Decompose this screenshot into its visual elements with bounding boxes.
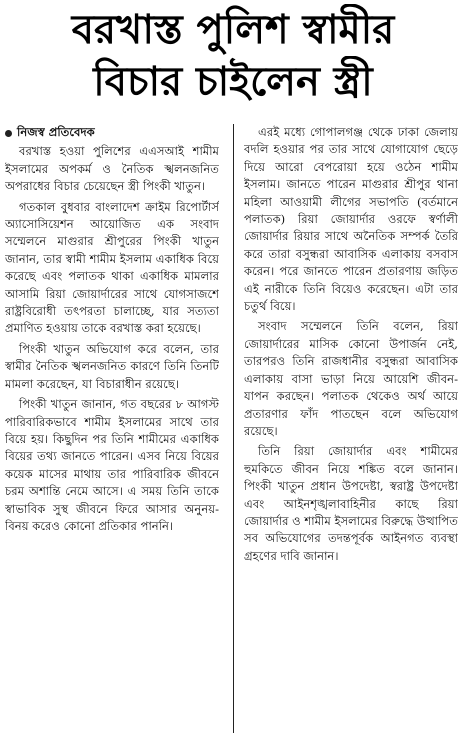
paragraph: এরই মধ্যে গোপালগঞ্জ থেকে ঢাকা জেলায় বদলি হওয়ার পর তার সাথে যোগাযোগ ছেড়ে দিয়ে আরো বেপরোয়া হয়ে ওঠেন শামীম ইসলাম। জানতে পারেন মাগুরার শ্রীপুর থানা মহিলা আওয়ামী লীগের সভাপতি (বর্তমানে পলাতক) রিয়া জোয়ার্দার ওরফে স্বর্ণালী জোয়ার্দার রিয়ার সাথে অনৈতিক সম্পর্ক তৈরি করে তারা বসুন্ধরা আবাসিক এলাকায় বসবাস করেন। পরে জানতে পারেন প্রতারণায় জড়িত এই নারীকে তিনি বিয়েও করেছেন। এটা তার চতুর্থ বিয়ে। [244, 125, 458, 314]
paragraph: সংবাদ সম্মেলনে তিনি বলেন, রিয়া জোয়ার্দারের মাসিক কোনো উপার্জন নেই, তারপরও তিনি রাজধানীর বসুন্ধরা আবাসিক এলাকায় বাসা ভাড়া নিয়ে আয়েশি জীবন-যাপন করছেন। পলাতক থেকেও অর্থ আয়ে প্রতারণার ফাঁদ পাতছেন বলে অভিযোগ রয়েছে। [244, 319, 458, 438]
headline-line-2: বিচার চাইলেন স্ত্রী [93, 59, 373, 105]
paragraph: পিংকী খাতুন অভিযোগ করে বলেন, তার স্বামীর নৈতিক স্খলনজনিত কারণে তিনি তিনটি মামলা করেছেন, যা বিচারাধীন রয়েছে। [5, 341, 219, 391]
paragraph: বরখাস্ত হওয়া পুলিশের এএসআই শামীম ইসলামের অপকর্ম ও নৈতিক স্খলনজনিত অপরাধের বিচার চেয়েছেন স্ত্রী পিংকী খাতুন। [5, 144, 219, 194]
byline [5, 124, 219, 141]
paragraph: তিনি রিয়া জোয়ার্দার এবং শামীমের হুমকিতে জীবন নিয়ে শঙ্কিত বলে জানান। পিংকী খাতুন প্রধান উপদেষ্টা, স্বরাষ্ট্র উপদেষ্টা এবং আইনশৃঙ্খলাবাহিনীর কাছে রিয়া জোয়ার্দার ও শামীম ইসলামের বিরুদ্ধে উত্থাপিত সব অভিযোগের তদন্তপূর্বক আইনগত ব্যবস্থা গ্রহণের দাবি জানান। [244, 444, 458, 563]
headline-line-1: বরখাস্ত পুলিশ স্বামীর [71, 7, 395, 53]
article-column-left [5, 124, 219, 735]
headline [6, 4, 460, 112]
byline-text: নিজস্ব প্রতিবেদক [17, 125, 95, 139]
paragraph: পিংকী খাতুন জানান, গত বছরের ৮ আগস্ট পারিবারিকভাবে শামীম ইসলামের সাথে তার বিয়ে হয়। কিছুদিন পর তিনি শামীমের একাধিক বিয়ের তথ্য জানতে পারেন। এসব নিয়ে বিয়ের কয়েক মাসের মাথায় তার পারিবারিক জীবনে চরম অশান্তি নেমে আসে। এ সময় তিনি তাকে স্বাভাবিক সুস্থ জীবনে ফিরে আসার অনুনয়-বিনয় করেও কোনো প্রতিকার পাননি। [5, 397, 219, 533]
bullet-icon [5, 130, 12, 137]
paragraph: গতকাল বুধবার বাংলাদেশ ক্রাইম রিপোর্টার্স অ্যাসোসিয়েশন আয়োজিত এক সংবাদ সম্মেলনে মাগুরার শ্রীপুরের পিংকী খাতুন জানান, তার স্বামী শামীম ইসলাম একাধিক বিয়ে করেছে এবং পলাতক থাকা একাধিক মামলার আসামি রিয়া জোয়ার্দারের সাথে যোগসাজশে রাষ্ট্রবিরোধী তৎপরতা চালাচ্ছে, যার সত্যতা প্রমাণিত হওয়ায় তাকে বরখাস্ত করা হয়েছে। [5, 199, 219, 336]
article-column-right [244, 124, 458, 735]
column-divider [233, 124, 234, 733]
